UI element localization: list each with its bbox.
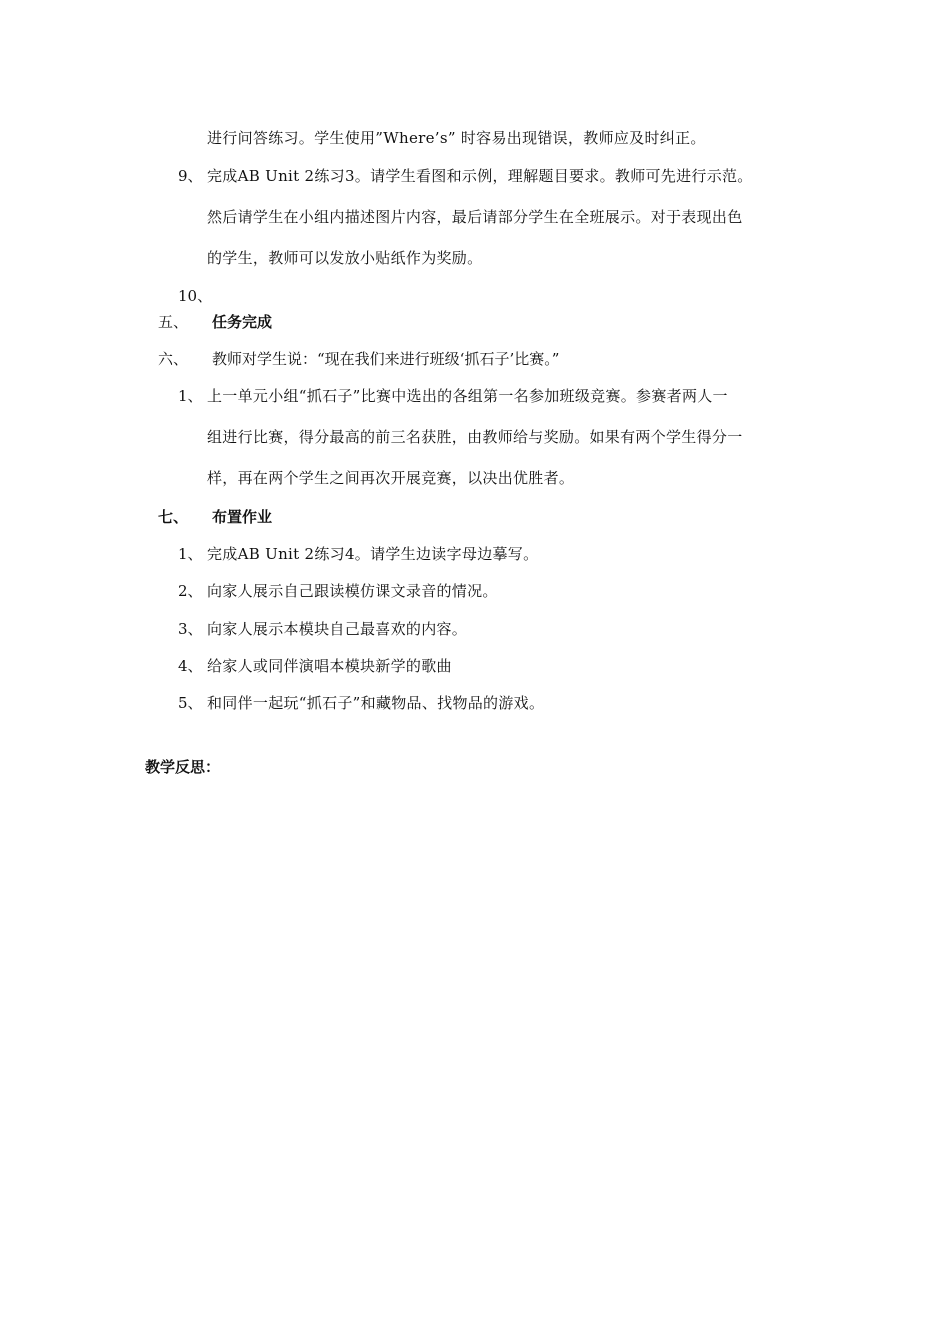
section-5-number: 五、: [158, 313, 189, 331]
section-6-item-1-line-1: 上一单元小组“抓石子”比赛中选出的各组第一名参加班级竞赛。参赛者两人一: [207, 387, 728, 405]
section-7-title: 布置作业: [212, 508, 273, 526]
section-7-item-4-text: 给家人或同伴演唱本模块新学的歌曲: [207, 657, 452, 675]
section-7-item-3-text: 向家人展示本模块自己最喜欢的内容。: [207, 620, 468, 638]
section-6-item-1-line-2: 组进行比赛，得分最高的前三名获胜，由教师给与奖励。如果有两个学生得分一: [207, 428, 743, 446]
section-7-number: 七、: [158, 508, 189, 526]
section-6-item-1-line-3: 样，再在两个学生之间再次开展竞赛，以决出优胜者。: [207, 469, 575, 487]
section-7-item-2-text: 向家人展示自己跟读模仿课文录音的情况。: [207, 582, 498, 600]
section-7-item-5-number: 5、: [178, 694, 203, 712]
section-7-item-4-number: 4、: [178, 657, 203, 675]
item-10-number: 10、: [178, 287, 213, 305]
section-7-item-3-number: 3、: [178, 620, 203, 638]
item-9-number: 9、: [178, 167, 203, 185]
section-6-number: 六、: [158, 350, 189, 368]
reflection-label: 教学反思：: [145, 758, 221, 776]
item-9-line-1: 完成AB Unit 2练习3。请学生看图和示例，理解题目要求。教师可先进行示范。: [207, 167, 753, 185]
section-7-item-1-text: 完成AB Unit 2练习4。请学生边读字母边摹写。: [207, 545, 539, 563]
section-7-item-2-number: 2、: [178, 582, 203, 600]
section-7-item-5-text: 和同伴一起玩“抓石子”和藏物品、找物品的游戏。: [207, 694, 545, 712]
item-9-line-3: 的学生，教师可以发放小贴纸作为奖励。: [207, 249, 483, 267]
section-6-title: 教师对学生说：“现在我们来进行班级‘抓石子’比赛。”: [212, 350, 560, 368]
item-9-line-2: 然后请学生在小组内描述图片内容，最后请部分学生在全班展示。对于表现出色: [207, 208, 743, 226]
section-6-item-1-number: 1、: [178, 387, 203, 405]
section-7-item-1-number: 1、: [178, 545, 203, 563]
section-5-title: 任务完成: [212, 313, 273, 331]
item-8-continuation: 进行问答练习。学生使用”Where’s” 时容易出现错误，教师应及时纠正。: [207, 129, 706, 147]
